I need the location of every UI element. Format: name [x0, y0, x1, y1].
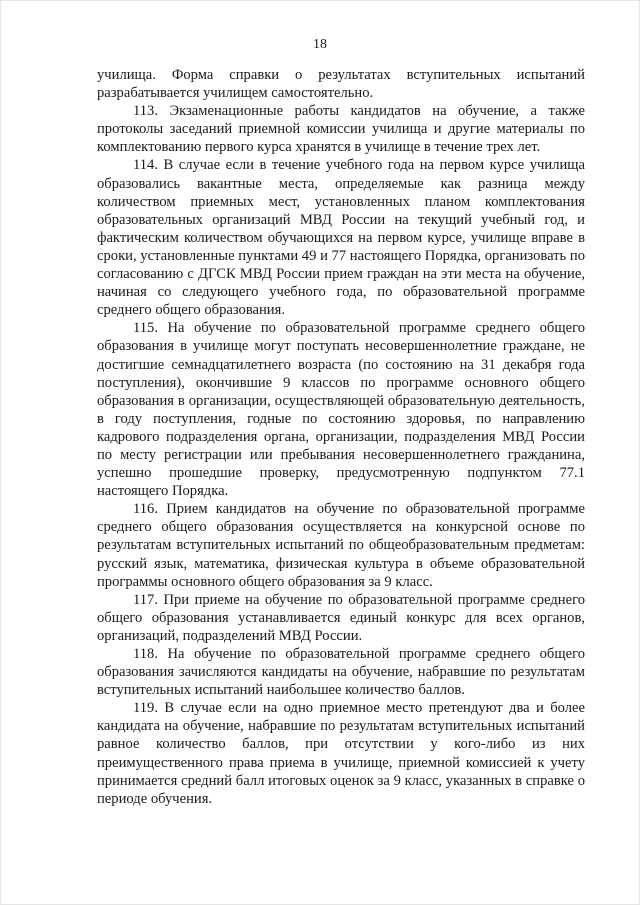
paragraph-117: 117. При приеме на обучение по образовательной программе среднего общего образования устанавливается единый конкурс для всех органов, организаций, подразделений МВД России. [97, 591, 585, 644]
paragraph-115: 115. На обучение по образовательной программе среднего общего образования в училище могут поступать несовершеннолетние граждане, не достигшие семнадцатилетнего возраста (по состоянию на 31 декабря года поступления), окончившие 9 классов по программе основного общего образования в организации, осуществляющей образовательную деятельность, в году поступления, годные по состоянию здоровья, по направлению кадрового подразделения органа, организации, подразделения МВД России по месту регистрации или пребывания несовершеннолетнего гражданина, успешно прошедшие проверку, предусмотренную подпунктом 77.1 настоящего Порядка. [97, 320, 585, 500]
document-body [97, 66, 585, 808]
page-number: 18 [313, 37, 327, 52]
paragraph-118: 118. На обучение по образовательной программе среднего общего образования зачисляются кандидаты на обучение, набравшие по результатам вступительных испытаний наибольшее количество баллов. [97, 646, 585, 699]
paragraph-113: 113. Экзаменационные работы кандидатов на обучение, а также протоколы заседаний приемной комиссии училища и другие материалы по комплектованию первого курса хранятся в училище в течение трех лет. [97, 103, 585, 156]
paragraph-continuation: училища. Форма справки о результатах вступительных испытаний разрабатывается училищем самостоятельно. [97, 67, 585, 102]
paragraph-114: 114. В случае если в течение учебного года на первом курсе училища образовались вакантные места, определяемые как разница между количеством приемных мест, установленных планом комплектования образовательных организаций МВД России на текущий учебный год, и фактическим количеством обучающихся на первом курсе, училище вправе в сроки, установленные пунктами 49 и 77 настоящего Порядка, организовать по согласованию с ДГСК МВД России прием граждан на эти места на обучение, начиная со следующего учебного года, по образовательной программе среднего общего образования. [97, 157, 585, 319]
paragraph-119: 119. В случае если на одно приемное место претендуют два и более кандидата на обучение, набравшие по результатам вступительных испытаний равное количество баллов, при отсутствии у кого-либо из них преимущественного права приема в училище, приемной комиссией к учету принимается средний балл итоговых оценок за 9 класс, указанных в справке о периоде обучения. [97, 700, 585, 807]
paragraph-116: 116. Прием кандидатов на обучение по образовательной программе среднего общего образования осуществляется на конкурсной основе по результатам вступительных испытаний по общеобразовательным предметам: русский язык, математика, физическая культура в объеме образовательной программы основного общего образования за 9 класс. [97, 501, 585, 590]
